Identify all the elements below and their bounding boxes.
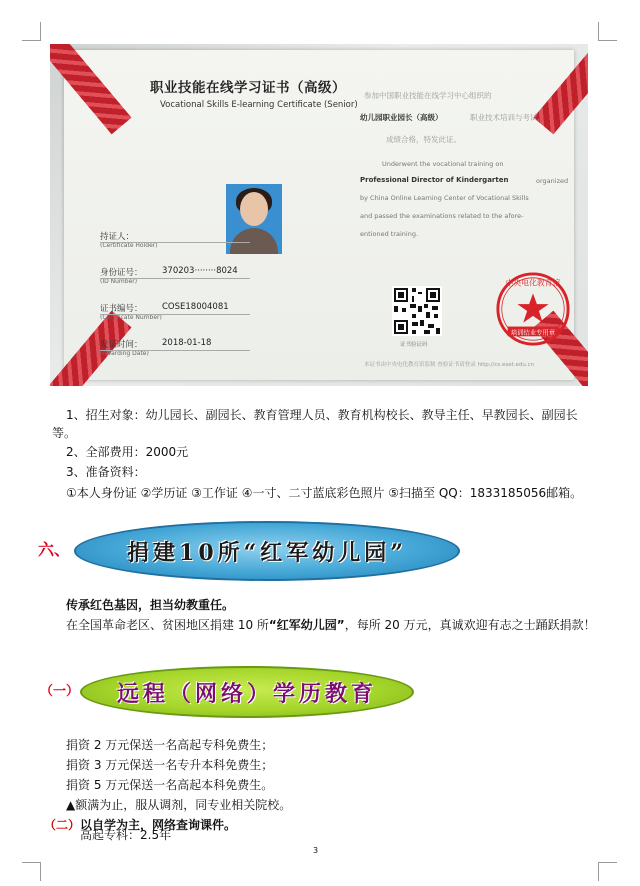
cert-right-cn-1: 参加中国职业技能在线学习中心组织的 xyxy=(364,91,492,100)
crop-mark-top-left xyxy=(22,22,41,41)
donation-note: ▲额满为止，服从调剂，同专业相关院校。 xyxy=(66,798,292,812)
photo-face-shape xyxy=(240,192,268,226)
date-label: 发证时间： xyxy=(100,340,143,350)
certificate-title-en: Vocational Skills E-learning Certificate (Senior) xyxy=(160,100,358,110)
donation-line-1: 捐资 2 万元保送一名高起专科免费生； xyxy=(66,738,274,752)
cert-right-cn-3: 成绩合格，特发此证。 xyxy=(386,135,461,144)
subsection1-number: （一） xyxy=(40,684,80,699)
holder-label-en: (Certificate Holder) xyxy=(100,242,158,249)
section6-para-quote: “红军幼儿园” xyxy=(268,618,345,632)
materials-heading xyxy=(52,463,600,481)
cert-en-4: and passed the examinations related to the afore- xyxy=(360,212,524,220)
materials-heading-text: 3、准备资料： xyxy=(66,465,146,479)
cert-en-1: Underwent the vocational training on xyxy=(382,160,504,168)
crop-mark-bottom-right xyxy=(598,862,617,881)
total-fee xyxy=(52,443,600,461)
id-label-en: (ID Number) xyxy=(100,278,138,285)
qr-caption: 证书验证码 xyxy=(400,342,428,348)
section6-heading: 传承红色基因，担当幼教重任。 xyxy=(66,598,235,612)
subsection2-number: （二） xyxy=(44,818,81,832)
section6-banner-text: 捐建10所“红军幼儿园” xyxy=(127,539,407,566)
holder-photo xyxy=(226,184,282,254)
ribbon-corner-tl xyxy=(50,44,132,134)
section6-paragraph xyxy=(52,616,600,634)
date-field xyxy=(100,338,212,357)
materials-list-text: ①本人身份证 ②学历证 ③工作证 ④一寸、二寸蓝底彩色照片 ⑤扫描至 QQ：1833185056邮箱。 xyxy=(66,486,583,500)
id-label: 身份证号： xyxy=(100,268,143,278)
certificate-footer: 本证书由中央电化教育馆监制 查验证书请登录 http://cs.eset.edu.cn xyxy=(364,362,535,368)
id-field xyxy=(100,266,238,285)
holder-label: 持证人： xyxy=(100,232,135,242)
subsection2-heading-text: 以自学为主，网络查询课件。 xyxy=(80,818,237,832)
date-value: 2018-01-18 xyxy=(162,338,212,348)
cert-en-5: entioned training. xyxy=(360,230,419,238)
cert-no-label-en: (Certificate Number) xyxy=(100,314,162,321)
certificate-paper xyxy=(64,50,574,380)
certificate-title-cn: 职业技能在线学习证书（高级） xyxy=(150,80,346,96)
id-underline xyxy=(100,278,250,279)
donation-line-3: 捐资 5 万元保送一名高起本科免费生。 xyxy=(66,778,274,792)
cert-position-cn: 幼儿园职业园长（高级） xyxy=(360,113,443,122)
section6-para-b: ，每所 20 万元，真诚欢迎有志之士踊跃捐款！ xyxy=(344,618,596,632)
cert-no-field xyxy=(100,302,229,321)
photo-body-shape xyxy=(230,228,278,254)
subsection2-line-1: 高起专科：2.5年 xyxy=(80,828,172,842)
certificate-photo xyxy=(50,44,588,386)
crop-mark-bottom-left xyxy=(22,862,41,881)
cert-right-cn-2: 职业技术培训与考试， xyxy=(470,113,545,122)
cert-en-2: organized xyxy=(536,177,569,185)
enrollment-target xyxy=(52,406,600,442)
subsection1-banner-text: 远程（网络）学历教育 xyxy=(116,680,377,707)
cert-no-underline xyxy=(100,314,250,315)
holder-underline xyxy=(100,242,250,243)
holder-field xyxy=(100,230,158,249)
crop-mark-top-right xyxy=(598,22,617,41)
materials-list xyxy=(52,484,600,502)
donation-line-2: 捐资 3 万元保送一名专升本科免费生； xyxy=(66,758,274,772)
id-value: 370203········8024 xyxy=(162,266,238,276)
section6-number: 六、 xyxy=(38,540,71,559)
section6-para-a: 在全国革命老区、贫困地区捐建 10 所 xyxy=(66,618,269,632)
qr-code-icon xyxy=(392,286,442,336)
date-label-en: (Awarding Date) xyxy=(100,350,149,357)
enrollment-target-text: 1、招生对象：幼儿园长、副园长、教育管理人员、教育机构校长、教导主任、早教园长、副园长等。 xyxy=(52,408,578,440)
seal-bottom-text: 培训结业专用章 xyxy=(510,329,556,337)
cert-no-value: COSE18004081 xyxy=(162,302,229,312)
official-seal-icon xyxy=(494,270,572,348)
total-fee-text: 2、全部费用：2000元 xyxy=(66,445,189,459)
page-number: 3 xyxy=(313,846,319,855)
cert-en-3: by China Online Learning Center of Vocational Skills xyxy=(360,194,529,202)
subsection1-banner xyxy=(80,666,414,718)
date-underline xyxy=(100,350,250,351)
cert-position-en: Professional Director of Kindergarten xyxy=(360,176,509,184)
seal-top-text: 中央电化教育馆 xyxy=(505,278,561,288)
section6-banner xyxy=(74,521,460,581)
cert-no-label: 证书编号： xyxy=(100,304,143,314)
